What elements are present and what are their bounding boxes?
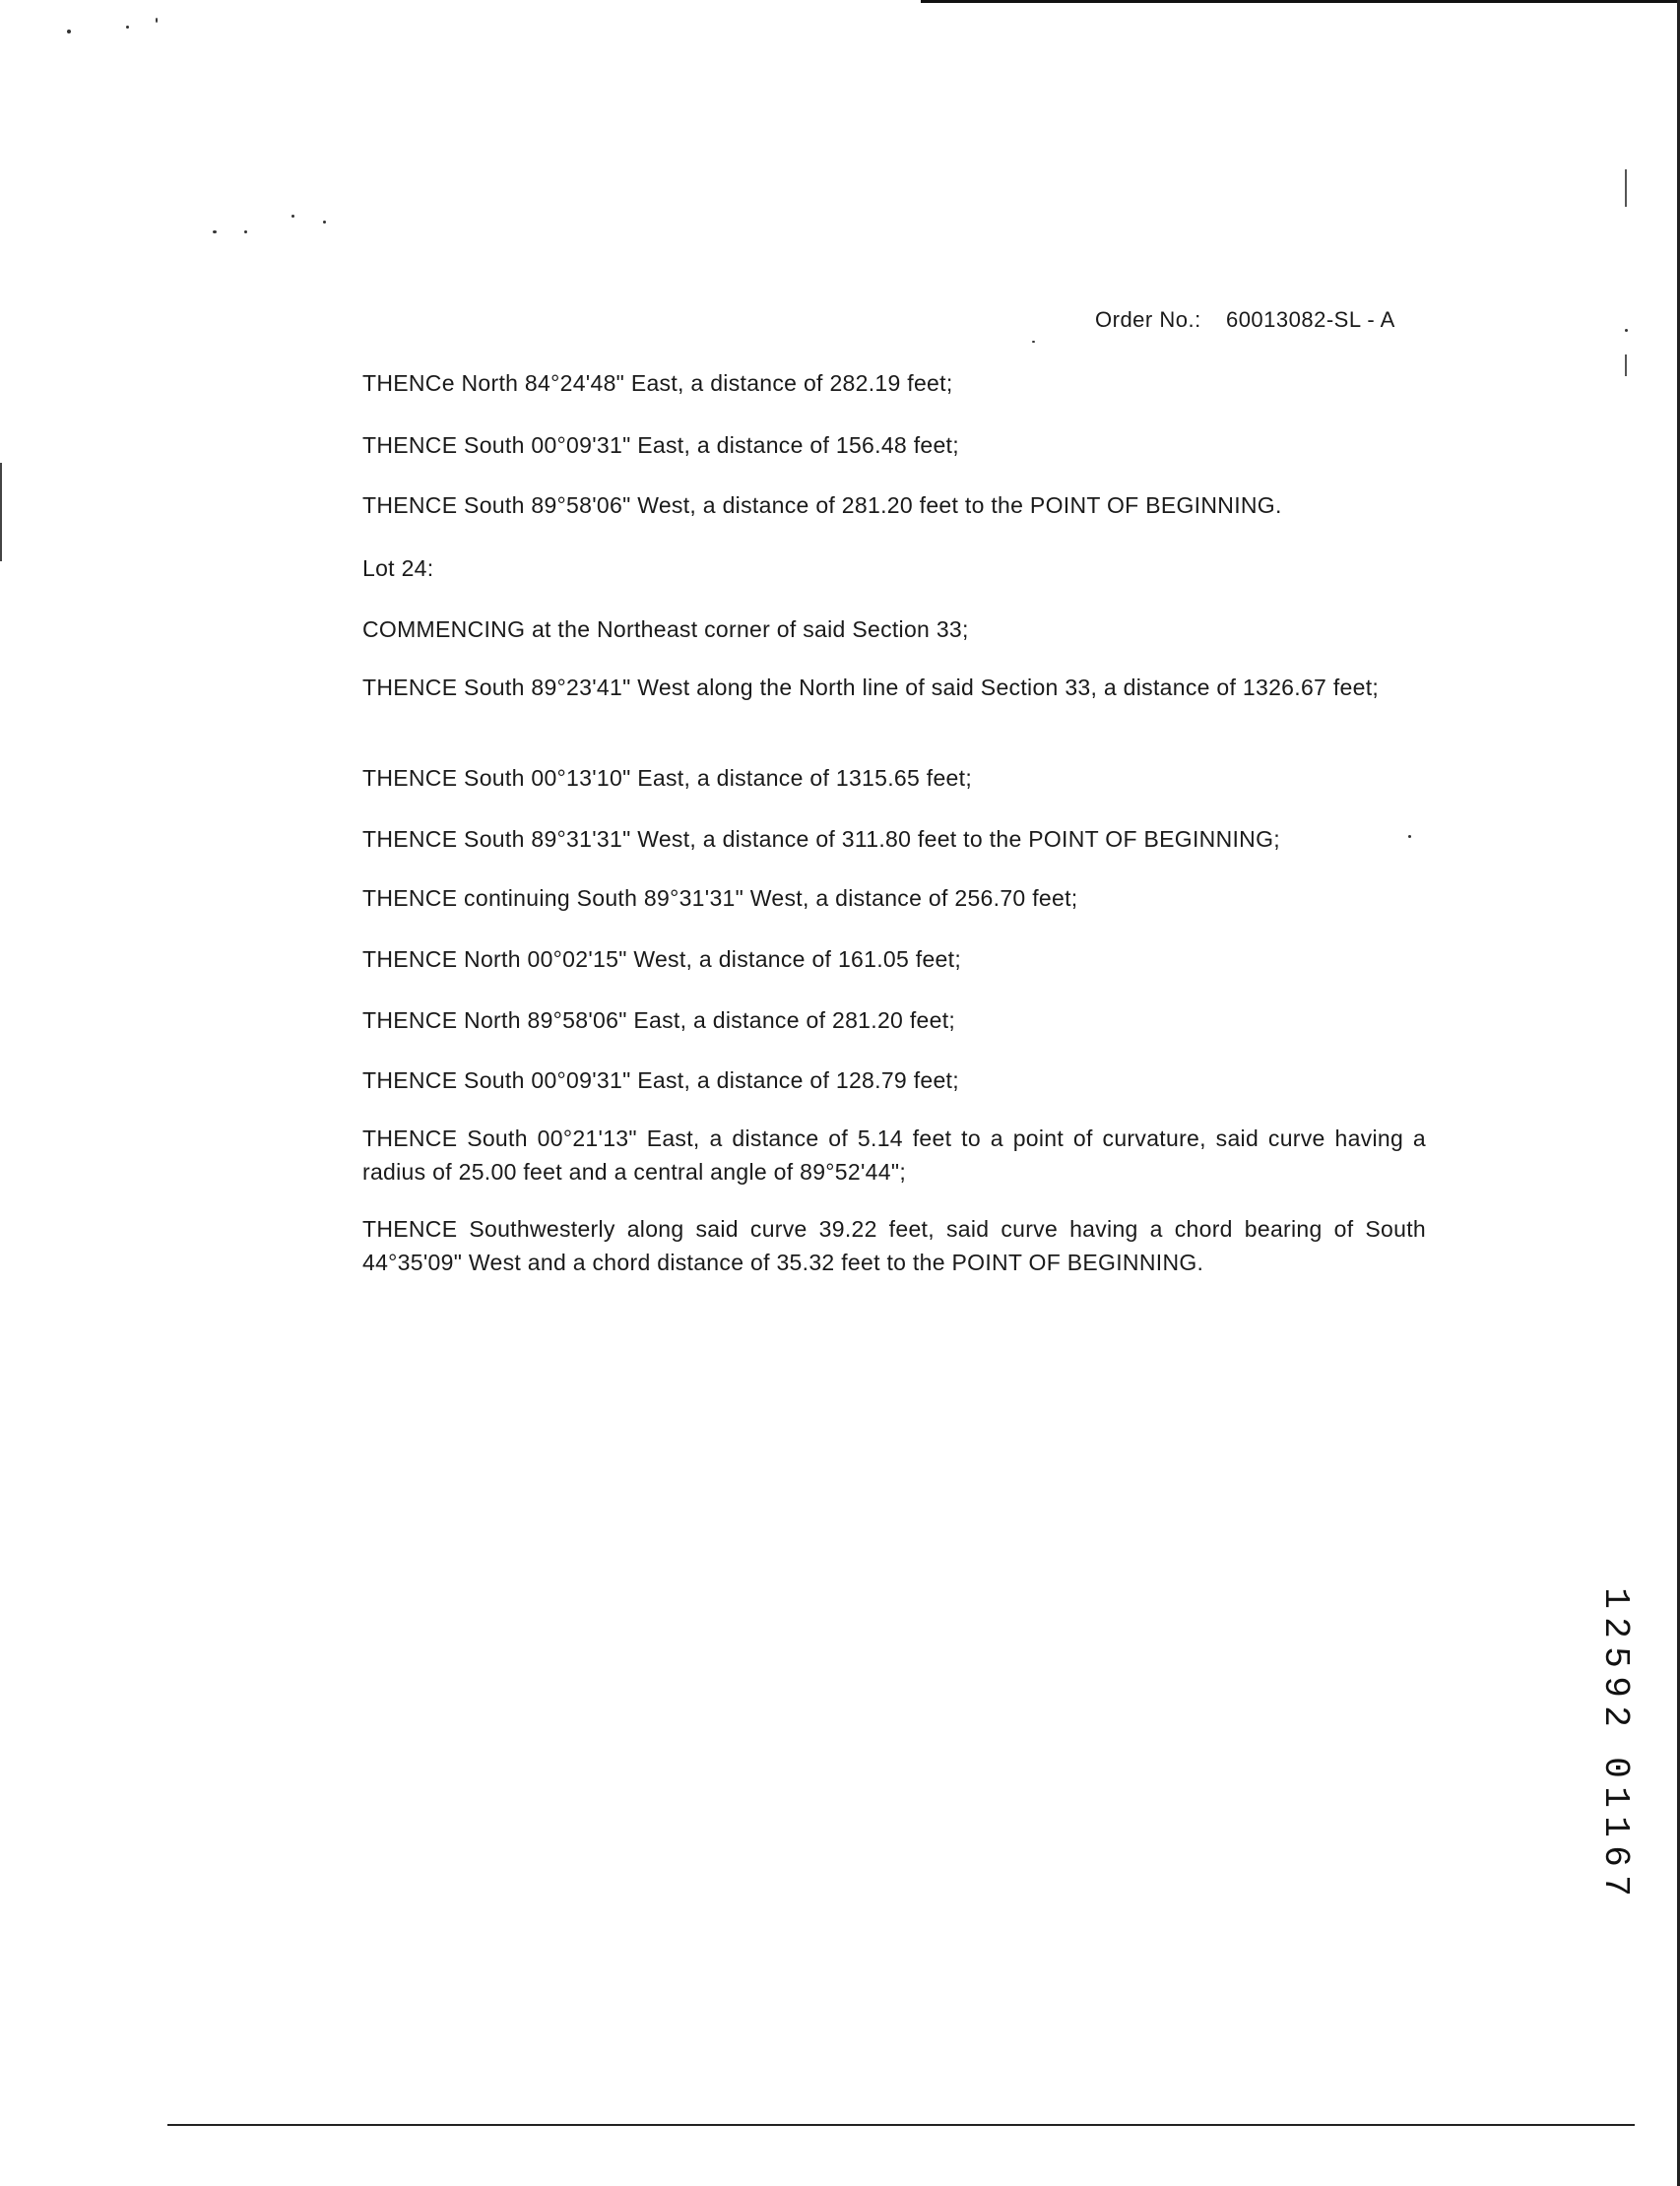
stamp-digit: 7 xyxy=(1595,1875,1636,1897)
scan-speck xyxy=(67,30,71,33)
page-top-edge-line xyxy=(921,0,1680,3)
legal-description-paragraph: THENCE Southwesterly along said curve 39.22 feet, said curve having a chord bearing of South 44°35'09" West and a chord distance of 35.32 feet to the POINT OF BEGINNING. xyxy=(362,1216,1426,1275)
scan-speck xyxy=(156,18,158,23)
legal-description-paragraph: THENCE South 89°23'41" West along the North line of said Section 33, a distance of 1326.67 feet; xyxy=(362,675,1380,700)
stamp-digit: 9 xyxy=(1595,1676,1636,1698)
stamp-digit: 2 xyxy=(1595,1705,1636,1727)
stamp-digit: 2 xyxy=(1595,1617,1636,1639)
order-suffix: - A xyxy=(1367,307,1395,332)
margin-mark xyxy=(1625,354,1627,376)
legal-description-paragraph: THENCe North 84°24'48" East, a distance of 282.19 feet; xyxy=(362,370,953,396)
legal-description-paragraph: THENCE South 89°58'06" West, a distance of 281.20 feet to the POINT OF BEGINNING. xyxy=(362,492,1282,518)
document-stamp-number xyxy=(1595,1583,1635,1900)
legal-description-paragraph: THENCE South 89°31'31" West, a distance of 311.80 feet to the POINT OF BEGINNING; xyxy=(362,826,1280,852)
stamp-digit: 1 xyxy=(1595,1786,1636,1808)
scan-speck xyxy=(323,221,326,224)
stamp-digit: 1 xyxy=(1595,1816,1636,1837)
legal-description-paragraph: THENCE North 00°02'15" West, a distance of 161.05 feet; xyxy=(362,946,962,972)
order-number: 60013082-SL xyxy=(1225,307,1361,332)
scan-speck xyxy=(1625,329,1628,332)
stamp-digit: 6 xyxy=(1595,1845,1636,1867)
legal-description-paragraph: THENCE South 00°09'31" East, a distance of 156.48 feet; xyxy=(362,432,959,458)
scan-speck xyxy=(1032,341,1035,343)
page-left-edge-mark xyxy=(0,463,2,561)
scan-speck xyxy=(291,215,294,218)
order-number-line xyxy=(1095,307,1395,333)
margin-mark xyxy=(1625,169,1627,207)
stamp-digit: 1 xyxy=(1595,1587,1636,1609)
scan-speck xyxy=(244,230,247,233)
stamp-digit: 0 xyxy=(1595,1757,1636,1778)
lot-heading: Lot 24: xyxy=(362,555,434,581)
legal-description-paragraph: THENCE South 00°13'10" East, a distance of 1315.65 feet; xyxy=(362,765,973,791)
page-bottom-rule xyxy=(167,2124,1635,2126)
scan-speck xyxy=(213,230,217,233)
legal-description-paragraph: THENCE South 00°21'13" East, a distance of 5.14 feet to a point of curvature, said curve having a radius of 25.00 feet and a central angle of 89°52'44"; xyxy=(362,1125,1426,1185)
order-label: Order No.: xyxy=(1095,307,1201,332)
legal-description-paragraph: COMMENCING at the Northeast corner of said Section 33; xyxy=(362,616,969,642)
stamp-digit: 5 xyxy=(1595,1646,1636,1668)
legal-description-paragraph: THENCE South 00°09'31" East, a distance of 128.79 feet; xyxy=(362,1067,959,1093)
legal-description-paragraph: THENCE North 89°58'06" East, a distance of 281.20 feet; xyxy=(362,1007,956,1033)
legal-description-paragraph: THENCE continuing South 89°31'31" West, a distance of 256.70 feet; xyxy=(362,885,1078,911)
scan-speck xyxy=(126,26,129,29)
